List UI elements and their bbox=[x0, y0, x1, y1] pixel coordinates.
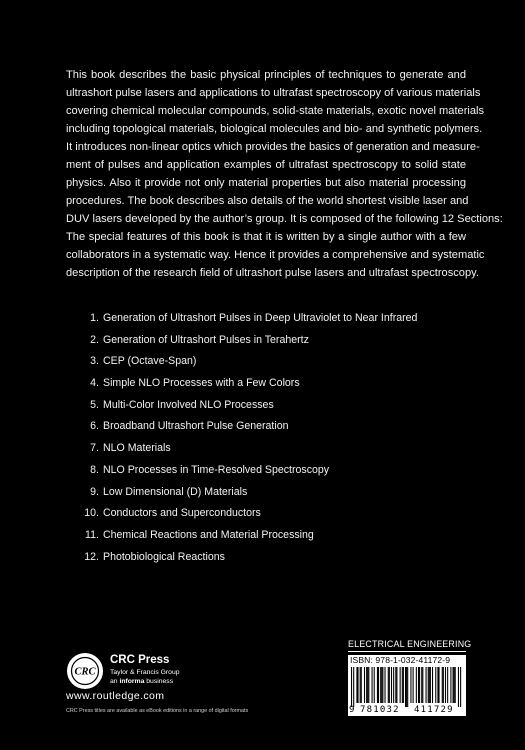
section-item bbox=[82, 416, 462, 438]
barcode-bar bbox=[368, 667, 369, 703]
barcode-bar bbox=[351, 667, 352, 707]
barcode-bar bbox=[393, 667, 394, 703]
barcode-bar bbox=[381, 667, 382, 703]
barcode-bar bbox=[458, 667, 459, 707]
subject-category: ELECTRICAL ENGINEERING bbox=[348, 639, 466, 652]
barcode-bar bbox=[407, 667, 408, 707]
section-title: CEP (Octave-Span) bbox=[103, 355, 197, 368]
publisher-business-line bbox=[110, 678, 173, 685]
section-title: NLO Processes in Time-Resolved Spectroscopy bbox=[103, 463, 330, 476]
business-prefix: an bbox=[110, 678, 120, 685]
publisher-url[interactable]: www.routledge.com bbox=[66, 690, 165, 702]
section-number: 10. bbox=[84, 507, 99, 520]
barcode-bar bbox=[377, 667, 378, 703]
barcode-bar bbox=[382, 667, 383, 703]
description-line: It introduces non-linear optics which provides the basics of generation and measure- bbox=[66, 141, 480, 153]
section-title: Low Dimensional (D) Materials bbox=[103, 485, 248, 498]
barcode-bar bbox=[453, 667, 454, 703]
barcode-bar bbox=[364, 667, 365, 703]
barcode-bar bbox=[430, 667, 431, 703]
barcode-bar bbox=[428, 667, 429, 703]
barcode-bar bbox=[378, 667, 379, 703]
barcode-bar bbox=[400, 667, 401, 703]
barcode-bar bbox=[421, 667, 422, 703]
isbn-label: ISBN: 978-1-032-41172-9 bbox=[350, 655, 451, 665]
section-number: 12. bbox=[84, 550, 99, 563]
barcode-bar bbox=[366, 667, 367, 703]
barcode-bar bbox=[432, 667, 433, 703]
description-line: ultrashort pulse lasers and applications to ultrafast spectroscopy of various materials bbox=[66, 87, 481, 99]
section-number: 7. bbox=[90, 442, 99, 455]
barcode-icon bbox=[351, 667, 463, 707]
barcode-bar bbox=[396, 667, 397, 703]
description-line: ment of pulses and application examples of ultrafast spectroscopy to solid state bbox=[66, 159, 466, 171]
section-number: 1. bbox=[90, 312, 99, 324]
barcode-bar bbox=[419, 667, 420, 703]
barcode-bar bbox=[353, 667, 354, 707]
section-number: 2. bbox=[90, 333, 99, 346]
description-line: DUV lasers developed by the author’s group. It is composed of the following 12 Sections: bbox=[66, 213, 503, 225]
barcode-bar bbox=[406, 667, 407, 707]
crc-logo-text: CRC bbox=[74, 666, 96, 678]
section-title: Conductors and Superconductors bbox=[103, 507, 261, 520]
barcode-bar bbox=[367, 667, 368, 703]
barcode-bar bbox=[450, 667, 451, 703]
barcode-lead-digit: 9 bbox=[349, 705, 355, 715]
barcode-bar bbox=[422, 667, 423, 703]
section-item bbox=[82, 503, 462, 525]
section-number: 5. bbox=[90, 398, 99, 411]
section-number: 6. bbox=[90, 420, 99, 433]
section-title: Generation of Ultrashort Pulses in Deep Ultraviolet to Near Infrared bbox=[103, 312, 418, 324]
barcode-bar bbox=[413, 667, 414, 703]
barcode-bar bbox=[438, 667, 439, 703]
barcode-bar bbox=[455, 667, 456, 703]
barcode-bar bbox=[429, 667, 430, 703]
publisher-name: CRC Press bbox=[110, 654, 170, 666]
section-item bbox=[82, 395, 462, 417]
description-line: description of the research field of ultrashort pulse lasers and ultrafast spectroscopy. bbox=[66, 267, 479, 279]
barcode-bar bbox=[388, 667, 389, 703]
section-number: 4. bbox=[90, 377, 99, 390]
barcode-bar bbox=[447, 667, 448, 703]
informa-brand: informa bbox=[119, 678, 145, 685]
barcode-bar bbox=[380, 667, 381, 703]
section-title: Photobiological Reactions bbox=[103, 550, 225, 563]
barcode-bar bbox=[442, 667, 443, 703]
barcode-bar bbox=[384, 667, 385, 703]
barcode-bar bbox=[402, 667, 403, 703]
description-line: including topological materials, biological molecules and bio- and synthetic polymers. bbox=[66, 123, 483, 135]
section-title: Broadband Ultrashort Pulse Generation bbox=[103, 420, 289, 433]
section-list bbox=[82, 308, 462, 568]
section-title: Chemical Reactions and Material Processing bbox=[103, 528, 314, 541]
section-item bbox=[82, 547, 462, 569]
crc-press-logo-icon bbox=[66, 652, 104, 690]
description-line: collaborators in a systematic way. Hence it provides a comprehensive and systematic bbox=[66, 249, 485, 261]
section-item bbox=[82, 373, 462, 395]
description-line: procedures. The book describes also details of the world shortest visible laser and bbox=[66, 195, 469, 207]
barcode-bar bbox=[389, 667, 390, 703]
description-line: This book describes the basic physical principles of techniques to generate and bbox=[66, 69, 466, 81]
barcode-bar bbox=[418, 667, 419, 703]
section-title: NLO Materials bbox=[103, 442, 171, 455]
section-title: Generation of Ultrashort Pulses in Terahertz bbox=[103, 333, 309, 346]
description-line: physics. Also it provide not only material properties but also material processing bbox=[66, 177, 466, 189]
section-number: 3. bbox=[90, 355, 99, 368]
section-number: 11. bbox=[85, 528, 99, 541]
barcode-bar bbox=[416, 667, 417, 703]
barcode-bar bbox=[391, 667, 392, 703]
barcode-bar bbox=[403, 667, 404, 703]
section-number: 8. bbox=[90, 463, 99, 476]
section-item bbox=[82, 308, 462, 330]
barcode-bar bbox=[374, 667, 375, 703]
barcode-bar bbox=[356, 667, 357, 703]
ebook-availability-note: CRC Press titles are available as eBook editions in a range of digital formats bbox=[66, 708, 249, 714]
barcode-bar bbox=[360, 667, 361, 703]
publisher-group: Taylor & Francis Group bbox=[110, 669, 180, 676]
barcode-bar bbox=[395, 667, 396, 703]
isbn-barcode bbox=[348, 655, 466, 716]
barcode-bar bbox=[410, 667, 411, 703]
barcode-bar bbox=[405, 667, 406, 707]
section-number: 9. bbox=[90, 485, 99, 498]
barcode-bar bbox=[357, 667, 358, 703]
section-item bbox=[82, 351, 462, 373]
business-suffix: business bbox=[144, 678, 174, 685]
description-line: The special features of this book is that it is written by a single author with a few bbox=[66, 231, 466, 243]
section-item bbox=[82, 438, 462, 460]
barcode-bar bbox=[460, 667, 461, 707]
section-item bbox=[82, 482, 462, 504]
barcode-bar bbox=[361, 667, 362, 703]
section-title: Simple NLO Processes with a Few Colors bbox=[103, 377, 300, 390]
barcode-bar bbox=[372, 667, 373, 703]
barcode-bar bbox=[445, 667, 446, 703]
barcode-bar bbox=[426, 667, 427, 703]
description-line: covering chemical molecular compounds, solid-state materials, exotic novel materials bbox=[66, 105, 485, 117]
barcode-digit-group-right: 411729 bbox=[414, 705, 454, 715]
barcode-bar bbox=[443, 667, 444, 703]
book-description bbox=[66, 66, 503, 282]
section-item bbox=[82, 330, 462, 352]
section-item bbox=[82, 460, 462, 482]
section-title: Multi-Color Involved NLO Processes bbox=[103, 398, 274, 411]
barcode-bar bbox=[435, 667, 436, 703]
section-item bbox=[82, 525, 462, 547]
barcode-bar bbox=[437, 667, 438, 703]
barcode-digit-group-left: 781032 bbox=[360, 705, 400, 715]
barcode-bar bbox=[454, 667, 455, 703]
